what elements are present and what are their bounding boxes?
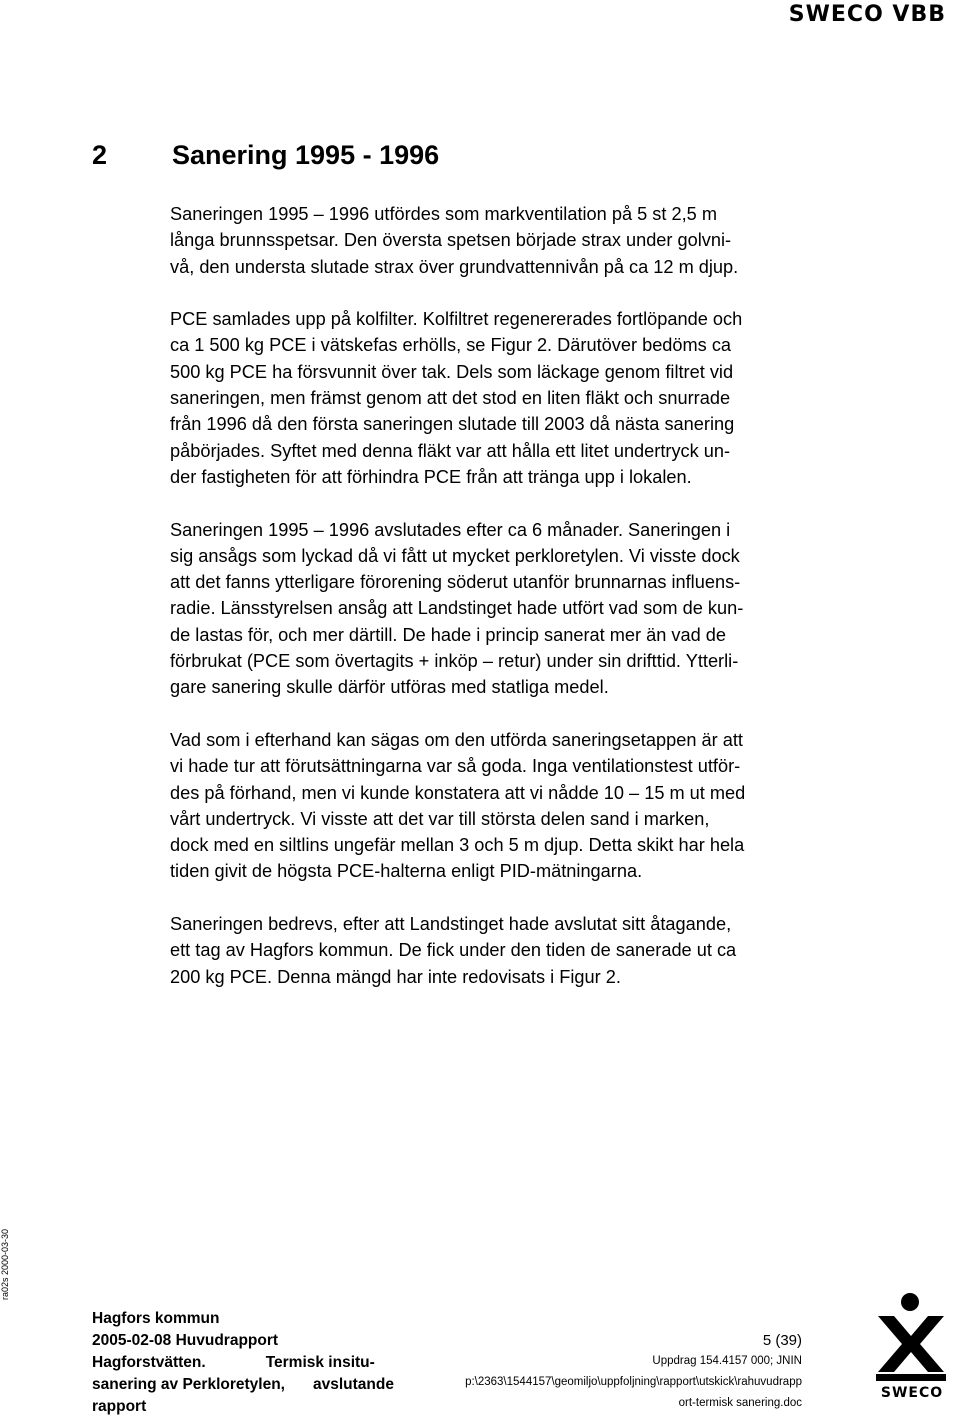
paragraph [170, 517, 828, 701]
paragraph-line: tiden givit de högsta PCE-halterna enligt PID-mätningarna. [170, 861, 643, 882]
paragraph-line: dock med en siltlins ungefär mellan 3 och 5 m djup. Detta skikt har hela [170, 835, 745, 856]
paragraph [170, 727, 828, 885]
paragraph [170, 911, 828, 990]
footer-title-b1: sanering av Perkloretylen, [92, 1376, 285, 1393]
paragraph-line: vårt undertryck. Vi visste att det var till största delen sand i marken, [170, 808, 710, 829]
order-number: Uppdrag 154.4157 000; JNIN [652, 1355, 802, 1367]
brand-logo-text: SWECO VBB [788, 2, 946, 27]
paragraph-line: gare sanering skulle därför utföras med statliga medel. [170, 677, 609, 698]
footer-title-c: rapport [92, 1398, 147, 1415]
footer-title-line-1 [92, 1352, 394, 1374]
paragraph-line: vå, den understa slutade strax över grundvattennivån på ca 12 m djup. [170, 256, 739, 277]
paragraph-line: Saneringen 1995 – 1996 utfördes som markventilation på 5 st 2,5 m [170, 204, 717, 224]
paragraph [170, 201, 828, 280]
paragraph-line: vi hade tur att förutsättningarna var så goda. Inga ventilationstest utför- [170, 756, 741, 777]
paragraph-line: PCE samlades upp på kolfilter. Kolfiltret regenererades fortlöpande och [170, 309, 743, 330]
section-heading [92, 140, 439, 171]
paragraph-line: förbrukat (PCE som övertagits + inköp – retur) under sin drifttid. Ytterli- [170, 651, 739, 672]
side-stamp: ra02s 2000-03-30 [0, 1228, 10, 1300]
page-number: 5 (39) [762, 1332, 802, 1349]
paragraph-line: der fastigheten för att förhindra PCE från att tränga upp i lokalen. [170, 466, 692, 487]
file-path-1: p:\2363\1544157\geomiljo\uppfoljning\rapport\utskick\rahuvudrapp [465, 1376, 802, 1388]
paragraph-line: 500 kg PCE ha försvunnit över tak. Dels som läckage genom filtret vid [170, 361, 734, 382]
footer-title-b2: avslutande [312, 1376, 394, 1393]
body-text [170, 201, 828, 1016]
paragraph-line: des på förhand, men vi kunde konstatera att vi nådde 10 – 15 m ut med [170, 782, 746, 803]
paragraph-line: Vad som i efterhand kan sägas om den utförda saneringsetappen är att [170, 729, 743, 750]
file-path-2: ort-termisk sanering.doc [678, 1397, 802, 1409]
footer-title-line-2 [92, 1374, 394, 1396]
paragraph-line: ca 1 500 kg PCE i vätskefas erhölls, se Figur 2. Därutöver bedöms ca [170, 335, 732, 356]
section-number: 2 [92, 140, 108, 170]
paragraph-line: sig ansågs som lyckad då vi fått ut mycket perkloretylen. Vi visste dock [170, 545, 740, 566]
footer-title-a2: Termisk insitu- [265, 1354, 375, 1371]
paragraph-line: från 1996 då den första saneringen slutade till 2003 då nästa sanering [170, 414, 735, 435]
footer-left [92, 1308, 394, 1418]
paragraph-line: påbörjades. Syftet med denna fläkt var att hålla ett litet undertryck un- [170, 440, 731, 461]
paragraph-line: Saneringen bedrevs, efter att Landstinget hade avslutat sitt åtagande, [170, 914, 732, 935]
paragraph-line: radie. Länsstyrelsen ansåg att Landstinget hade utfört vad som de kun- [170, 598, 744, 619]
footer-title-a1: Hagforstvätten. [92, 1354, 206, 1371]
paragraph-line: de lastas för, och mer därtill. De hade i princip sanerat mer än vad de [170, 624, 727, 645]
footer-right [465, 1330, 802, 1414]
paragraph-line: 200 kg PCE. Denna mängd har inte redovisats i Figur 2. [170, 966, 621, 987]
logo-word: SWECO [880, 1385, 944, 1401]
paragraph-line: att det fanns ytterligare förorening söderut utanför brunnarnas influens- [170, 572, 741, 593]
footer-client: Hagfors kommun [92, 1310, 220, 1327]
section-title: Sanering 1995 - 1996 [172, 140, 440, 170]
footer-date-doc: 2005-02-08 Huvudrapport [92, 1332, 279, 1349]
paragraph-line: långa brunnsspetsar. Den översta spetsen började strax under golvni- [170, 230, 732, 251]
paragraph [170, 306, 828, 490]
paragraph-line: saneringen, men främst genom att det stod en liten fläkt och snurrade [170, 388, 731, 409]
paragraph-line: ett tag av Hagfors kommun. De fick under den tiden de sanerade ut ca [170, 940, 737, 961]
paragraph-line: Saneringen 1995 – 1996 avslutades efter ca 6 månader. Saneringen i [170, 519, 731, 540]
